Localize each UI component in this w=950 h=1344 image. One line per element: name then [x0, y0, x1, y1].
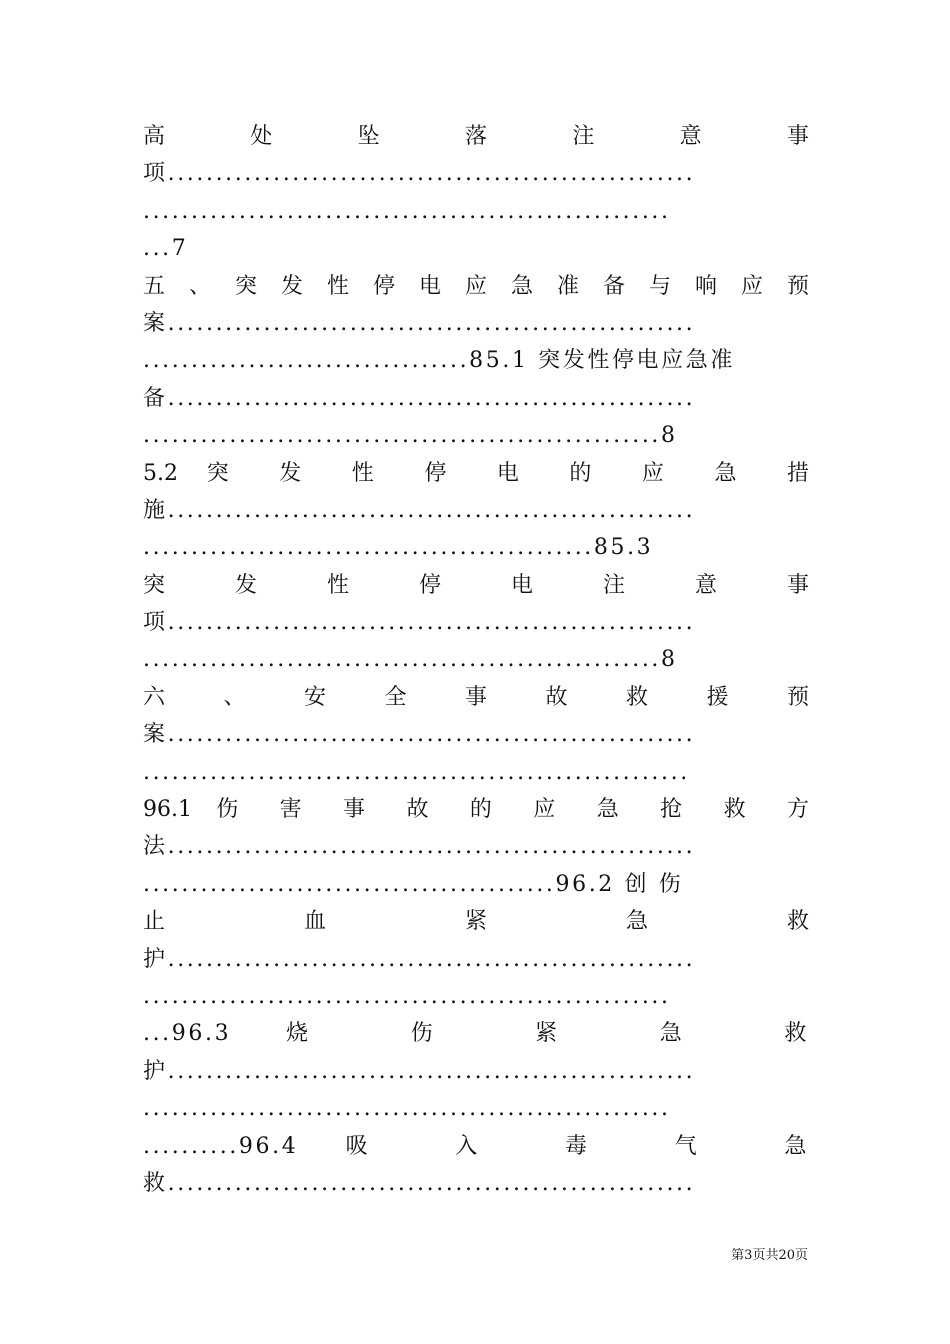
toc-line: 项....................................................... [143, 161, 696, 187]
toc-line: ...............................................85.3 [143, 535, 654, 561]
toc-line: ...96.3 烧 伤 紧 急 救 [143, 1021, 809, 1047]
table-of-contents [143, 118, 809, 1202]
toc-line: 施....................................................... [143, 497, 696, 523]
toc-line: 五 、 突 发 性 停 电 应 急 准 备 与 响 应 预 [143, 273, 809, 299]
toc-line: ....................................................... [143, 983, 671, 1009]
toc-line: 护....................................................... [143, 946, 696, 972]
toc-line: ...........................................96.2 创 伤 [143, 871, 684, 897]
toc-line: 法....................................................... [143, 834, 696, 860]
toc-line: 六 、 安 全 事 故 救 援 预 [143, 684, 809, 710]
toc-line: ..................................85.1 突发性停电应急准 [143, 348, 735, 374]
toc-line: ....................................................... [143, 198, 671, 224]
toc-line: ......................................................8 [143, 423, 678, 449]
page-number-footer: 第3页共20页 [731, 1248, 808, 1263]
toc-line: 案....................................................... [143, 722, 696, 748]
toc-line: 备....................................................... [143, 385, 696, 411]
toc-line: ......................................................8 [143, 647, 678, 673]
toc-line: 突 发 性 停 电 注 意 事 [143, 572, 809, 598]
toc-line: ....................................................... [143, 1096, 671, 1122]
toc-line: ...7 [143, 236, 189, 262]
toc-line: 止 血 紧 急 救 [143, 909, 809, 935]
toc-line: 96.1 伤 害 事 故 的 应 急 抢 救 方 [143, 797, 809, 823]
toc-line: ..........96.4 吸 入 毒 气 急 [143, 1133, 809, 1159]
toc-line: 项....................................................... [143, 610, 696, 636]
toc-line: ......................................................... [143, 759, 690, 785]
toc-line: 救....................................................... [143, 1170, 696, 1196]
toc-line: 高 处 坠 落 注 意 事 [143, 124, 809, 149]
toc-line: 护....................................................... [143, 1058, 696, 1084]
toc-line: 5.2 突 发 性 停 电 的 应 急 措 [143, 460, 809, 486]
toc-line: 案....................................................... [143, 310, 696, 336]
